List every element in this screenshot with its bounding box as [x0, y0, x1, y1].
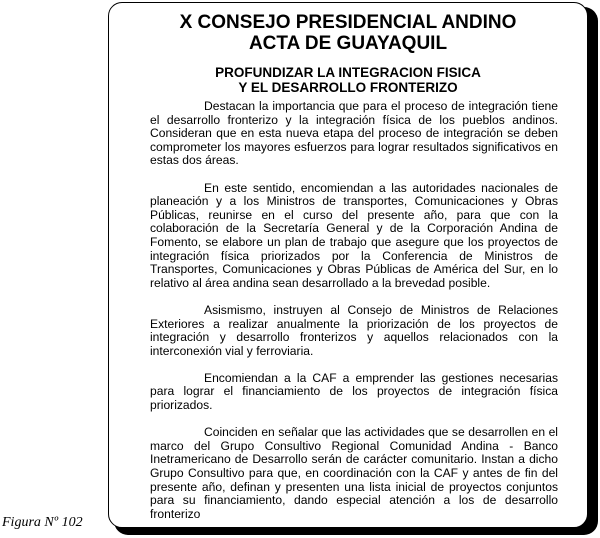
paragraph-4: Encomiendan a la CAF a emprender las gestiones necesarias para lograr el financiamiento de los proyectos de integración física priorizados.	[150, 370, 558, 413]
subtitle-line-2: Y EL DESARROLLO FRONTERIZO	[238, 80, 458, 95]
paragraph-3: Asismismo, instruyen al Consejo de Ministros de Relaciones Exteriores a realizar anualmente la priorización de los proyectos de integración y desarrollo fronterizos y aquellos relacionados con la interconexión vial y ferroviaria.	[150, 302, 558, 358]
paragraph-2: En este sentido, encomiendan a las autoridades nacionales de planeación y a los Ministros de transportes, Comunicaciones y Obras Públicas, reunirse en el curso del presente año, para que con la colaboración de la Secretaría General y de la Corporación Andina de Fomento, se elabore un plan de trabajo que asegure que los proyectos de integración física priorizados por la Conferencia de Ministros de Transportes, Comunicaciones y Obras Públicas de América del Sur, en lo relativo al área andina sean desarrollado a la brevedad posible.	[150, 180, 558, 290]
title-line-1: X CONSEJO PRESIDENCIAL ANDINO	[179, 12, 517, 33]
document-body	[150, 100, 558, 535]
document-subtitle	[108, 65, 588, 95]
subtitle-line-1: PROFUNDIZAR LA INTEGRACION FISICA	[215, 65, 481, 80]
figure-caption: Figura Nº 102	[2, 515, 83, 530]
title-line-2: ACTA DE GUAYAQUIL	[248, 33, 448, 54]
paragraph-5: Coinciden en señalar que las actividades que se desarrollen en el marco del Grupo Consultivo Regional Comunidad Andina - Banco Inetramericano de Desarrollo serán de carácter comunitario. Instan a dicho Grupo Consultivo para que, en coordinación con la CAF y antes de fin del presente año, definan y presenten una lista inicial de proyectos conjuntos para su financiamiento, dando especial atención a los de desarrollo fronterizo	[150, 425, 558, 521]
paragraph-1: Destacan la importancia que para el proceso de integración tiene el desarrollo fronterizo y la integración física de los pueblos andinos. Consideran que en esta nueva etapa del proceso de integración se deben comprometer los mayores esfuerzos para lograr resultados significativos en estas dos áreas.	[150, 99, 558, 168]
document-title	[108, 12, 588, 54]
